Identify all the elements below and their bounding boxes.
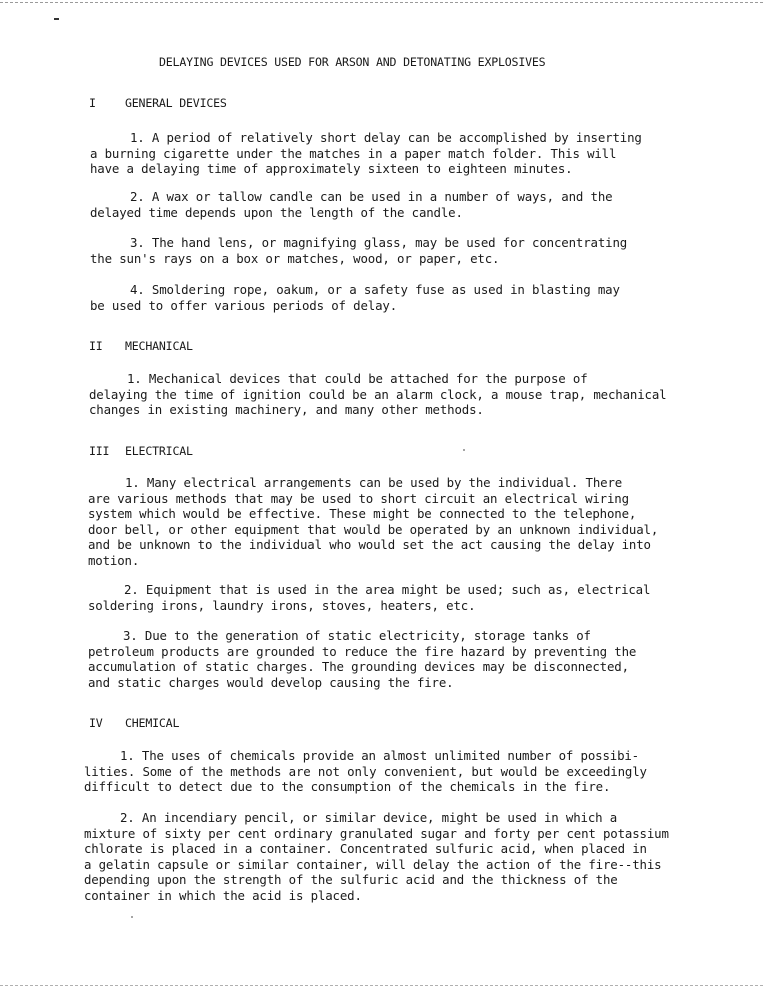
paragraph-line: the sun's rays on a box or matches, wood, or paper, etc. bbox=[90, 250, 500, 266]
paragraph-line: and be unknown to the individual who would set the act causing the delay into bbox=[88, 537, 651, 553]
paragraph-line: be used to offer various periods of delay. bbox=[90, 297, 398, 313]
section-title: CHEMICAL bbox=[125, 716, 180, 730]
section-title: MECHANICAL bbox=[125, 339, 193, 353]
margin-tick-mark bbox=[54, 18, 59, 20]
paragraph-line: delayed time depends upon the length of the candle. bbox=[90, 204, 463, 220]
paragraph-line: 2. An incendiary pencil, or similar device, might be used in which a bbox=[120, 810, 618, 825]
paragraph-line: 2. A wax or tallow candle can be used in a number of ways, and the bbox=[130, 189, 613, 204]
paragraph-line: 3. Due to the generation of static electricity, storage tanks of bbox=[123, 628, 591, 643]
section-heading-electrical bbox=[89, 444, 193, 459]
paragraph-chemical-2 bbox=[84, 810, 669, 904]
section-heading-general bbox=[89, 96, 227, 111]
paragraph-line: motion. bbox=[88, 552, 140, 568]
paragraph-general-1 bbox=[90, 130, 642, 177]
paragraph-line: changes in existing machinery, and many other methods. bbox=[89, 402, 484, 418]
paragraph-line: system which would be effective. These might be connected to the telephone, bbox=[88, 506, 637, 522]
paragraph-mechanical-1 bbox=[89, 371, 666, 418]
paragraph-line: 1. A period of relatively short delay can be accomplished by inserting bbox=[130, 130, 642, 145]
paragraph-general-4 bbox=[90, 282, 620, 313]
paragraph-line: petroleum products are grounded to reduce the fire hazard by preventing the bbox=[88, 643, 637, 659]
paragraph-line: chlorate is placed in a container. Concentrated sulfuric acid, when placed in bbox=[84, 841, 647, 857]
paragraph-line: mixture of sixty per cent ordinary granulated sugar and forty per cent potassium bbox=[84, 825, 669, 841]
paragraph-line: are various methods that may be used to short circuit an electrical wiring bbox=[88, 490, 629, 506]
paragraph-line: have a delaying time of approximately sixteen to eighteen minutes. bbox=[90, 161, 573, 177]
paragraph-line: soldering irons, laundry irons, stoves, heaters, etc. bbox=[88, 597, 476, 613]
paragraph-line: lities. Some of the methods are not only convenient, but would be exceedingly bbox=[84, 763, 647, 779]
scan-speck bbox=[131, 916, 133, 918]
paragraph-line: a gelatin capsule or similar container, will delay the action of the fire--this bbox=[84, 856, 662, 872]
paragraph-line: container in which the acid is placed. bbox=[84, 887, 362, 903]
paragraph-line: and static charges would develop causing the fire. bbox=[88, 674, 454, 690]
section-title: ELECTRICAL bbox=[125, 444, 193, 458]
section-number: IV bbox=[89, 716, 103, 730]
section-heading-mechanical bbox=[89, 339, 193, 354]
paragraph-general-2 bbox=[90, 189, 612, 220]
paragraph-electrical-1 bbox=[88, 475, 658, 569]
paragraph-line: 1. Many electrical arrangements can be used by the individual. There bbox=[125, 475, 623, 490]
section-number: III bbox=[89, 444, 110, 458]
scan-speck bbox=[463, 449, 465, 451]
paragraph-line: 1. Mechanical devices that could be attached for the purpose of bbox=[127, 371, 588, 386]
top-edge-rule bbox=[0, 2, 763, 3]
paragraph-line: 1. The uses of chemicals provide an almost unlimited number of possibi- bbox=[120, 748, 639, 763]
document-title: DELAYING DEVICES USED FOR ARSON AND DETONATING EXPLOSIVES bbox=[159, 55, 546, 69]
paragraph-line: 4. Smoldering rope, oakum, or a safety fuse as used in blasting may bbox=[130, 282, 620, 297]
bottom-edge-rule bbox=[0, 985, 763, 986]
section-number: I bbox=[89, 96, 96, 110]
paragraph-line: 2. Equipment that is used in the area might be used; such as, electrical bbox=[124, 582, 651, 597]
paragraph-line: a burning cigarette under the matches in a paper match folder. This will bbox=[90, 145, 617, 161]
section-title: GENERAL DEVICES bbox=[125, 96, 227, 110]
paragraph-line: difficult to detect due to the consumption of the chemicals in the fire. bbox=[84, 779, 611, 795]
paragraph-line: 3. The hand lens, or magnifying glass, may be used for concentrating bbox=[130, 235, 628, 250]
paragraph-line: door bell, or other equipment that would be operated by an unknown individual, bbox=[88, 521, 659, 537]
paragraph-general-3 bbox=[90, 235, 627, 266]
section-heading-chemical bbox=[89, 716, 179, 731]
section-number: II bbox=[89, 339, 103, 353]
paragraph-line: depending upon the strength of the sulfuric acid and the thickness of the bbox=[84, 872, 618, 888]
paragraph-electrical-2 bbox=[88, 582, 650, 613]
paragraph-line: delaying the time of ignition could be an alarm clock, a mouse trap, mechanical bbox=[89, 386, 667, 402]
paragraph-line: accumulation of static charges. The grounding devices may be disconnected, bbox=[88, 659, 629, 675]
paragraph-electrical-3 bbox=[88, 628, 636, 690]
paragraph-chemical-1 bbox=[84, 748, 647, 795]
